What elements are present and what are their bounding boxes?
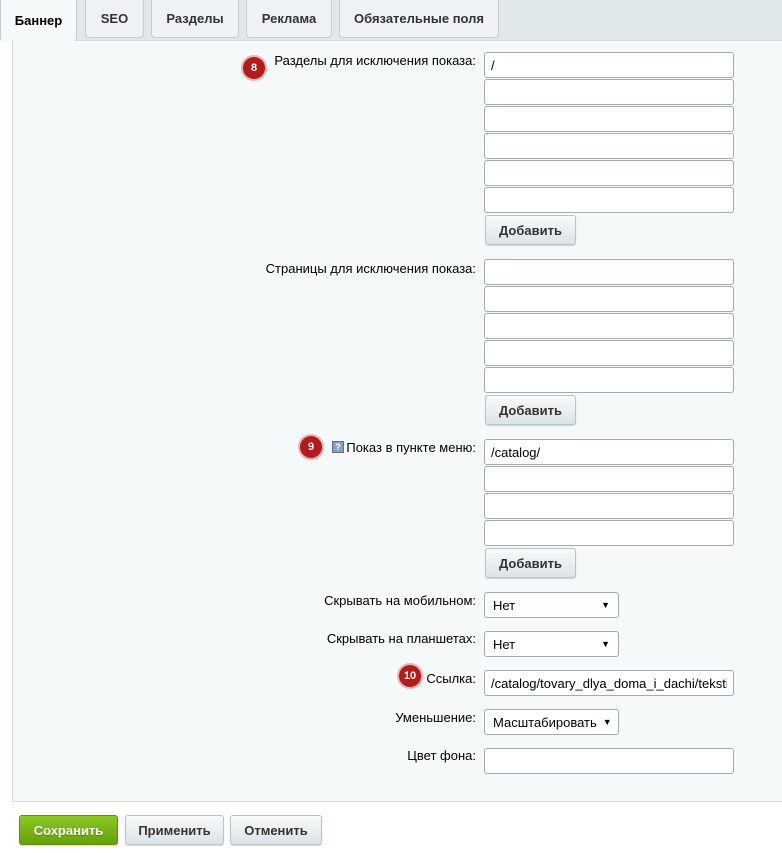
bg-color-input[interactable] — [484, 748, 734, 774]
hide-mobile-label: Скрывать на мобильном: — [324, 593, 476, 608]
exclude-section-input-3[interactable] — [484, 106, 734, 132]
resize-select[interactable] — [484, 709, 619, 735]
tab-required-fields[interactable]: Обязательные поля — [339, 0, 499, 38]
exclude-sections-add-button[interactable]: Добавить — [485, 215, 576, 245]
hide-tablet-value: Нет — [493, 636, 516, 652]
chevron-down-icon: ▼ — [602, 717, 612, 727]
save-button[interactable]: Сохранить — [19, 815, 118, 845]
step-badge-10: 10 — [399, 665, 421, 687]
cancel-button[interactable]: Отменить — [230, 815, 322, 845]
step-badge-8: 8 — [243, 57, 265, 79]
chevron-down-icon: ▼ — [601, 639, 610, 649]
exclude-section-input-6[interactable] — [484, 187, 734, 213]
tab-sections[interactable]: Разделы — [151, 0, 239, 38]
chevron-down-icon: ▼ — [601, 600, 610, 610]
hide-mobile-select[interactable] — [484, 592, 619, 618]
menu-show-input-2[interactable] — [484, 466, 734, 492]
exclude-section-input-4[interactable] — [484, 133, 734, 159]
exclude-section-input-5[interactable] — [484, 160, 734, 186]
bg-color-label: Цвет фона: — [407, 748, 476, 763]
hide-tablet-label: Скрывать на планшетах: — [326, 631, 476, 646]
hide-mobile-value: Нет — [493, 597, 516, 613]
apply-button[interactable]: Применить — [125, 815, 224, 845]
link-input[interactable] — [484, 670, 734, 696]
exclude-page-input-5[interactable] — [484, 367, 734, 393]
tab-advertising[interactable]: Реклама — [246, 0, 332, 38]
exclude-section-input-2[interactable] — [484, 79, 734, 105]
exclude-pages-add-button[interactable]: Добавить — [485, 395, 576, 425]
menu-show-input-1[interactable] — [484, 439, 734, 465]
exclude-page-input-1[interactable] — [484, 259, 734, 285]
menu-show-label: Показ в пункте меню: — [346, 440, 476, 455]
exclude-section-input-1[interactable] — [484, 52, 734, 78]
help-icon[interactable]: ? — [332, 441, 344, 453]
exclude-sections-label: Разделы для исключения показа: — [274, 53, 476, 68]
tab-seo[interactable]: SEO — [85, 0, 144, 38]
menu-show-input-3[interactable] — [484, 493, 734, 519]
step-badge-9: 9 — [300, 436, 322, 458]
menu-show-input-4[interactable] — [484, 520, 734, 546]
resize-label: Уменьшение: — [395, 710, 476, 725]
exclude-page-input-3[interactable] — [484, 313, 734, 339]
tabs-bar — [0, 0, 782, 40]
exclude-pages-label: Страницы для исключения показа: — [265, 261, 476, 276]
menu-show-add-button[interactable]: Добавить — [485, 548, 576, 578]
hide-tablet-select[interactable] — [484, 631, 619, 657]
tab-banner[interactable]: Баннер — [0, 0, 77, 41]
resize-value: Масштабировать — [493, 714, 597, 730]
exclude-page-input-2[interactable] — [484, 286, 734, 312]
exclude-page-input-4[interactable] — [484, 340, 734, 366]
link-label: Ссылка: — [426, 671, 476, 686]
